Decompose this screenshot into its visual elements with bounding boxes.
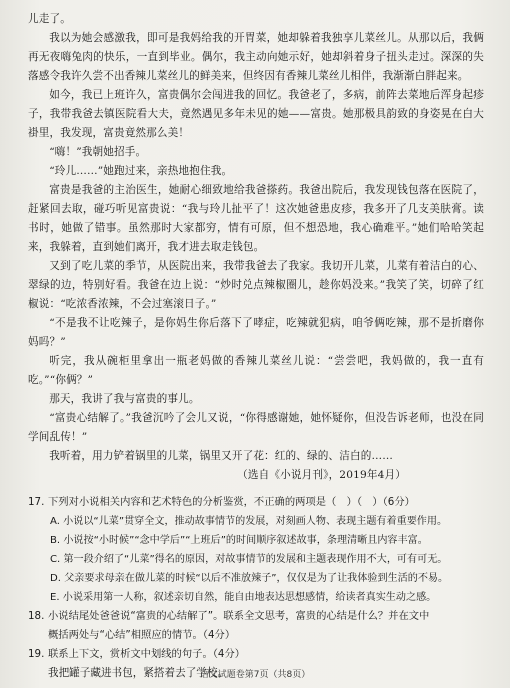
- story-paragraph: 如今，我已上班许久，富贵偶尔会闯进我的回忆。我爸老了，多病，前阵去菜地后浑身起疹子，我带我爸去镇医院看大夫，竟然遇见多年未见的她——富贵。她那极具韵致的身姿晃在白大褂里，我发现，富贵竟然那么美！: [28, 89, 484, 139]
- story-paragraph: “不是我不让吃辣子，是你妈生你后落下了哮症，吃辣就犯病，咱爷俩吃辣，那不是折磨你妈吗？”: [28, 317, 484, 348]
- page-footer: 语文试题卷第7页（共8页）: [199, 670, 311, 680]
- story-paragraph: 我听着，用力铲着锅里的儿菜，锅里又开了花：红的、绿的、洁白的……: [49, 450, 393, 462]
- story-section: [28, 10, 484, 485]
- question-18: [28, 607, 484, 645]
- story-paragraph: 儿走了。: [28, 13, 71, 25]
- story-paragraph: 我以为她会感激我，即可是我妈给我的开胃菜，她却躲着我独享儿菜丝儿。从那以后，我俩再无夜嗨兔肉的快乐，一直到毕业。偶尔，我主动向她示好，她却斜着身子扭头走过。深深的失落感令我许久尝不出香辣儿菜丝儿的鲜美来，但终因有香辣儿菜丝儿相伴，我渐渐白胖起来。: [28, 32, 484, 82]
- option-c: C. 第一段介绍了“儿菜”得名的原因，对故事情节的发展和主题表现作用不大，可有可无。: [50, 554, 448, 565]
- question-number: 17.: [28, 496, 45, 508]
- story-paragraph: 富贵是我爸的主治医生，她耐心细致地给我爸搽药。我爸出院后，我发现钱包落在医院了，赶紧回去取，碰巧听见富贵说：“我与玲儿扯平了！这次她爸患皮疹，我多开了几支美肤膏。读书时，她做了错事。虽然那时大家都穷，情有可原，但不想恐地，我心确难平。”她们哈哈笑起来，我躲着，直到她们离开，我才进去取走钱包。: [28, 184, 484, 253]
- story-paragraph: 那天，我讲了我与富贵的事儿。: [49, 393, 200, 405]
- question-number: 19.: [28, 648, 45, 660]
- quoted-sentence: 我把罐子藏进书包，紧搭着去了学校。: [48, 667, 229, 679]
- question-text: 小说结尾处爸爸说“富贵的心结解了”。联系全文思考，富贵的心结是什么？并在文中: [48, 610, 430, 622]
- question-text: 下列对小说相关内容和艺术特色的分析鉴赏，不正确的两项是（ ）（ ）（6分）: [48, 496, 415, 508]
- question-17: [28, 493, 484, 607]
- option-e: E. 小说采用第一人称，叙述亲切自然，能自由地表达思想感情，给读者真实生动之感。: [50, 592, 437, 603]
- question-stem: [28, 493, 484, 512]
- section-spacer: [28, 485, 484, 493]
- story-paragraph: 听完，我从碗柜里拿出一瓶老妈做的香辣儿菜丝儿说：“尝尝吧，我妈做的，我一直有吃。”“你俩？”: [28, 355, 484, 386]
- story-paragraph: “富贵心结解了。”我爸沉吟了会儿又说，“你得感谢她，她怀疑你，但没告诉老师，也没在同学间乱传！”: [28, 412, 484, 443]
- story-paragraph: “玲儿……”她跑过来，亲热地抱住我。: [49, 165, 233, 177]
- question-number: 18.: [28, 610, 45, 622]
- question-text-continued: 概括两处与“心结”相照应的情节。（4分）: [48, 629, 236, 641]
- question-stem: [28, 645, 484, 664]
- story-paragraph: “嗨！”我朝她招手。: [49, 146, 147, 158]
- story-paragraph: 又到了吃儿菜的季节，从医院出来，我带我爸去了我家。我切开儿菜，儿菜有着洁白的心、翠绿的边，特别好看。我爸在边上说：“炒时兑点辣椒圈儿，趁你妈没来。”我笑了笑，切碎了红椒说：“吃浓香浓辣，不会过塞滚日子。”: [28, 260, 484, 310]
- question-stem: [28, 607, 484, 626]
- story-source: （选自《小说月刊》，2019年4月）: [237, 469, 406, 481]
- option-b: B. 小说按“小时候”“念中学后”“上班后”的时间顺序叙述故事，条理清晰且内容丰富。: [50, 535, 428, 546]
- option-d: D. 父亲要求母亲在做儿菜的时候“以后不准放辣子”，仅仅是为了让我体验到生活的不易。: [50, 573, 449, 584]
- option-a: A. 小说以“儿菜”贯穿全文，推动故事情节的发展，对刻画人物、表现主题有着重要作用。: [50, 516, 448, 527]
- question-text: 联系上下文，赏析文中划线的句子。（4分）: [48, 648, 246, 660]
